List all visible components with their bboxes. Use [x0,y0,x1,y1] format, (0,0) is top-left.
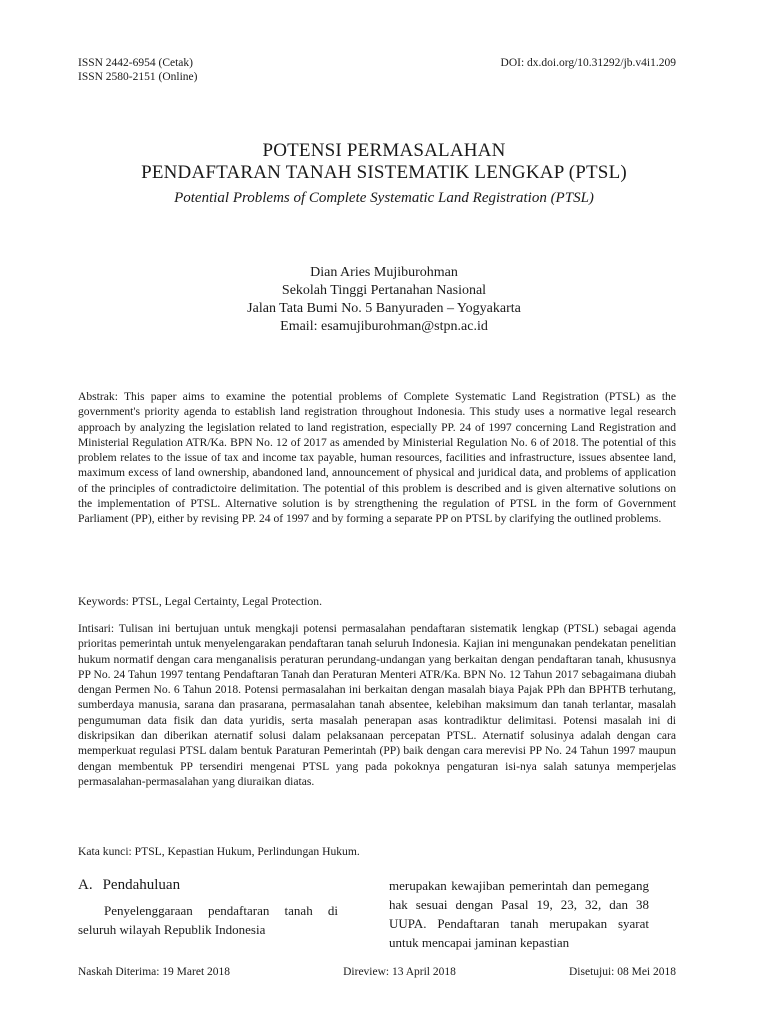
keywords-label: Keywords: [78,595,129,608]
abstract-text: This paper aims to examine the potential problems of Complete Systematic Land Registration (PTSL) as the government's priority agenda to establish land registration throughout Indonesia. This study uses a normative legal research approach by analyzing the legislation related to land registration, especially PP. 24 of 1997 concerning Land Registration and Ministerial Regulation ATR/Ka. BPN No. 12 of 2017 as amended by Ministerial Regulation No. 6 of 2018. The potential of this problem relates to the issue of tax and income tax payable, human resources, facilities and infrastructure, issues absentee land, maximum excess of land ownership, abandoned land, announcement of physical and juridical data, and problems of application of the principles of contradictoire delimitation. The potential of this problem is described and is given alternative solutions on the implementation of PTSL. Alternative solution is by strengthening the regulation of PTSL in the form of Government Parliament (PP), either by revising PP. 24 of 1997 and by forming a separate PP on PTSL by clarifying the outlined problems. [78,390,676,526]
keywords-paragraph [78,594,676,609]
right-column-text: merupakan kewajiban pemerintah dan pemegang hak sesuai dengan Pasal 19, 23, 32, dan 38 UUPA. Pendaftaran tanah merupakan syarat untuk mencapai jaminan kepastian [389,878,649,950]
intisari-label: Intisari: [78,622,115,635]
approved-date: Disetujui: 08 Mei 2018 [568,966,676,978]
paper-subtitle: Potential Problems of Complete Systematic Land Registration (PTSL) [174,190,594,206]
author-address: Jalan Tata Bumi No. 5 Banyuraden – Yogyakarta [247,301,521,316]
keywords-text: PTSL, Legal Certainty, Legal Protection. [131,595,322,608]
left-column-text: Penyelenggaraan pendaftaran tanah di seluruh wilayah Republik Indonesia [78,903,338,937]
page-footer [78,966,676,978]
doi-text: DOI: dx.doi.org/10.31292/jb.v4i1.209 [500,57,676,69]
intisari-paragraph [78,621,676,789]
kata-kunci-paragraph [78,844,676,859]
received-date: Naskah Diterima: 19 Maret 2018 [78,966,231,978]
section-title: Pendahuluan [102,877,181,893]
section-number: A. [78,877,93,893]
review-date: Direview: 13 April 2018 [343,966,456,978]
author-email: Email: esamujiburohman@stpn.ac.id [280,319,488,334]
author-name: Dian Aries Mujiburohman [310,265,458,280]
abstract-paragraph [78,389,676,527]
issn-online: ISSN 2580-2151 (Online) [78,71,198,83]
paper-title [0,140,768,184]
intisari-text: Tulisan ini bertujuan untuk mengkaji potensi permasalahan pendaftaran sistematik lengkap (PTSL) sebagai agenda prioritas pemerintah untuk menyelengarakan pendaftaran tanah seluruh Indonesia. Kajian ini mengunakan pendekatan penelitian hukum normatif dengan cara menganalisis peraturan perundang-undangan yang berkaitan dengan pendaftaran tanah, khususnya PP No. 24 Tahun 1997 tentang Pendaftaran Tanah dan Peraturan Menteri ATR/Ka. BPN No. 12 Tahun 2017 sebagaimana diubah dengan Permen No. 6 Tahun 2018. Potensi permasalahan ini berkaitan dengan masalah biaya Pajak PPh dan BPHTB terhutang, sumberdaya manusia, sarana dan prasarana, permasalahan tanah absentee, kelebihan maksimum dan tanah terlantar, masalah pengumuman data fisik dan data yuridis, serta masalah penerapan asas kontradiktur delimitasi. Potensi masalah ini di diskripsikan dan diberikan aternatif solusi dalam pelaksanaan percepatan PTSL. Aternatif solusinya adalah dengan cara memperkuat regulasi PTSL dalam bentuk Paraturan Pemerintah (PP) baik dengan cara merevisi PP No. 24 Tahun 1997 maupun dengan membentuk PP tersendiri mengenai PTSL yang pada pokoknya pengaturan isi-nya salah satunya memperjelas permasalahan-permasalahan yang diuraikan diatas. [78,622,676,788]
author-institution: Sekolah Tinggi Pertanahan Nasional [281,283,487,298]
issn-block [78,56,197,84]
kata-kunci-text: PTSL, Kepastian Hukum, Perlindungan Hukum. [134,845,360,858]
abstract-label: Abstrak: [78,390,118,403]
title-line-2: PENDAFTARAN TANAH SISTEMATIK LENGKAP (PTSL) [141,162,627,183]
section-heading [78,876,338,895]
author-block [0,264,768,336]
issn-print: ISSN 2442-6954 (Cetak) [78,57,193,69]
kata-kunci-label: Kata kunci: [78,845,132,858]
title-line-1: POTENSI PERMASALAHAN [262,140,506,161]
left-column [78,876,338,939]
